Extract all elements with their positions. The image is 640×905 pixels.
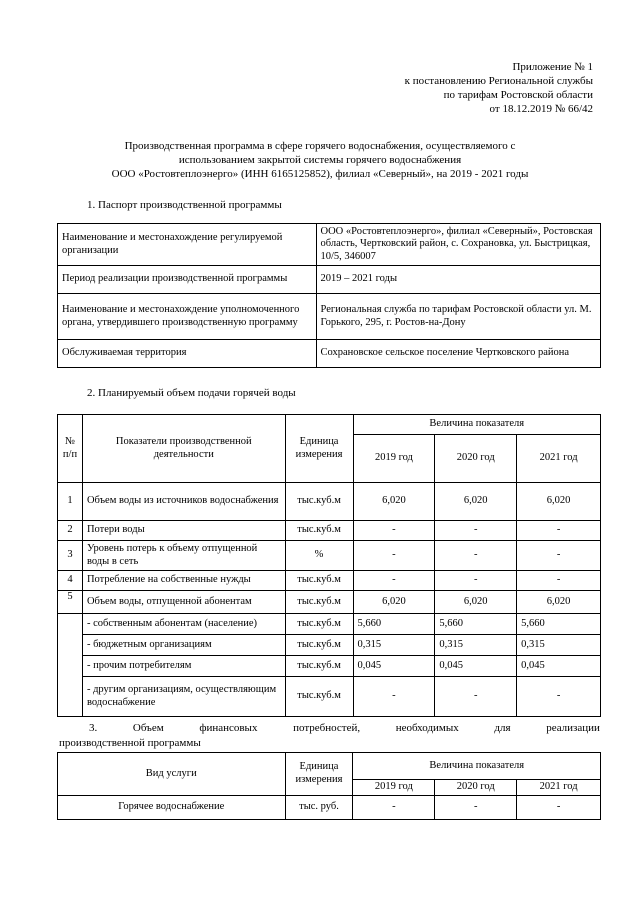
subrow-unit: тыс.куб.м (285, 614, 353, 635)
row-value: - (435, 521, 517, 541)
table-subrow (58, 656, 601, 677)
table-subrow (58, 635, 601, 656)
subrow-value: - (353, 677, 435, 717)
row-value: 6,020 (517, 483, 601, 521)
row-name: Объем воды, отпущенной абонентам (82, 591, 285, 614)
annex-line: Приложение № 1 (512, 61, 593, 73)
subrow-value: 5,660 (517, 614, 601, 635)
service-name: Горячее водоснабжение (58, 796, 286, 820)
row-value: 6,020 (353, 483, 435, 521)
service-value: - (353, 796, 435, 820)
col-value-header: Величина показателя (353, 753, 601, 780)
table-row (58, 521, 601, 541)
section3-heading (59, 722, 600, 735)
table-header-row (58, 753, 601, 780)
col-num-header: № п/п (58, 415, 83, 483)
heading-word: необходимых (395, 722, 459, 734)
section2-heading: 2. Планируемый объем подачи горячей воды (87, 387, 296, 399)
subrow-value: - (435, 677, 517, 717)
annex-block (233, 60, 593, 116)
subrow-value: 0,315 (353, 635, 435, 656)
row-value: 6,020 (435, 483, 517, 521)
passport-label: Обслуживаемая территория (58, 340, 317, 368)
row-num: 2 (58, 521, 83, 541)
table-row (58, 483, 601, 521)
table-row (58, 224, 601, 266)
row-value: - (353, 571, 435, 591)
row-num: 1 (58, 483, 83, 521)
title-line: ООО «Ростовтеплоэнерго» (ИНН 6165125852), филиал «Северный», на 2019 - 2021 годы (111, 168, 529, 180)
table-row (58, 796, 601, 820)
col-year-header: 2020 год (435, 435, 517, 483)
supply-table (57, 414, 601, 717)
heading-word: для (494, 722, 511, 734)
col-unit-header: Единица измерения (285, 415, 353, 483)
subrow-name: - прочим потребителям (82, 656, 285, 677)
passport-value: Региональная служба по тарифам Ростовской области ул. М. Горького, 295, г. Ростов-на-Дону (316, 294, 600, 340)
subrow-value: 0,045 (517, 656, 601, 677)
row-value: 6,020 (517, 591, 601, 614)
passport-label: Период реализации производственной программы (58, 266, 317, 294)
col-year-header: 2020 год (435, 780, 517, 796)
service-unit: тыс. руб. (285, 796, 353, 820)
title-line: использованием закрытой системы горячего водоснабжения (178, 154, 462, 166)
table-row (58, 571, 601, 591)
subrow-value: 0,315 (435, 635, 517, 656)
service-value: - (517, 796, 601, 820)
col-indicator-header: Показатели производственной деятельности (82, 415, 285, 483)
table-row (58, 541, 601, 571)
row-unit: тыс.куб.м (285, 591, 353, 614)
subrow-unit: тыс.куб.м (285, 635, 353, 656)
empty-num-cell (58, 614, 83, 717)
col-unit-header: Единица измерения (285, 753, 353, 796)
subrow-name: - другим организациям, осуществляющим водоснабжение (82, 677, 285, 717)
finance-table (57, 752, 601, 820)
row-num: 3 (58, 541, 83, 571)
col-year-header: 2021 год (517, 435, 601, 483)
title-line: Производственная программа в сфере горячего водоснабжения, осуществляемого с (124, 140, 516, 152)
col-year-header: 2019 год (353, 780, 435, 796)
row-num: 5 (58, 591, 83, 614)
annex-line: от 18.12.2019 № 66/42 (489, 103, 593, 115)
section3-heading-line2: производственной программы (59, 737, 201, 749)
heading-word: потребностей, (293, 722, 361, 734)
row-value: - (353, 541, 435, 571)
heading-word: реализации (546, 722, 600, 734)
row-name: Объем воды из источников водоснабжения (82, 483, 285, 521)
row-unit: % (285, 541, 353, 571)
table-row (58, 294, 601, 340)
passport-table (57, 223, 601, 368)
col-value-header: Величина показателя (353, 415, 600, 435)
table-subrow (58, 614, 601, 635)
table-row (58, 340, 601, 368)
passport-value: ООО «Ростовтеплоэнерго», филиал «Северный», Ростовская область, Чертковский район, с. Сохрановка, ул. Быстрицкая, 10/5, 346007 (316, 224, 600, 266)
subrow-name: - бюджетным организациям (82, 635, 285, 656)
table-subrow (58, 677, 601, 717)
subrow-value: - (517, 677, 601, 717)
row-value: 6,020 (435, 591, 517, 614)
heading-word: Объем (132, 722, 164, 734)
col-year-header: 2019 год (353, 435, 435, 483)
document-title (40, 139, 600, 181)
subrow-value: 0,045 (435, 656, 517, 677)
table-row (58, 591, 601, 614)
row-value: - (435, 571, 517, 591)
service-value: - (435, 796, 517, 820)
section1-heading: 1. Паспорт производственной программы (87, 199, 282, 211)
heading-word: финансовых (199, 722, 258, 734)
col-year-header: 2021 год (517, 780, 601, 796)
table-header-row (58, 415, 601, 435)
subrow-unit: тыс.куб.м (285, 656, 353, 677)
subrow-value: 5,660 (353, 614, 435, 635)
heading-word: 3. (89, 722, 98, 734)
passport-label: Наименование и местонахождение уполномоченного органа, утвердившего производственную программу (58, 294, 317, 340)
subrow-value: 5,660 (435, 614, 517, 635)
row-value: - (517, 571, 601, 591)
subrow-name: - собственным абонентам (население) (82, 614, 285, 635)
row-name: Потребление на собственные нужды (82, 571, 285, 591)
row-value: - (517, 541, 601, 571)
row-unit: тыс.куб.м (285, 521, 353, 541)
row-name: Потери воды (82, 521, 285, 541)
row-name: Уровень потерь к объему отпущенной воды в сеть (82, 541, 285, 571)
row-value: 6,020 (353, 591, 435, 614)
row-value: - (435, 541, 517, 571)
annex-line: по тарифам Ростовской области (443, 89, 593, 101)
table-row (58, 266, 601, 294)
row-unit: тыс.куб.м (285, 571, 353, 591)
row-unit: тыс.куб.м (285, 483, 353, 521)
row-value: - (353, 521, 435, 541)
passport-value: 2019 – 2021 годы (316, 266, 600, 294)
row-num: 4 (58, 571, 83, 591)
passport-value: Сохрановское сельское поселение Чертковского района (316, 340, 600, 368)
subrow-unit: тыс.куб.м (285, 677, 353, 717)
passport-label: Наименование и местонахождение регулируемой организации (58, 224, 317, 266)
annex-line: к постановлению Региональной службы (404, 75, 593, 87)
subrow-value: 0,315 (517, 635, 601, 656)
subrow-value: 0,045 (353, 656, 435, 677)
row-value: - (517, 521, 601, 541)
col-service-header: Вид услуги (58, 753, 286, 796)
